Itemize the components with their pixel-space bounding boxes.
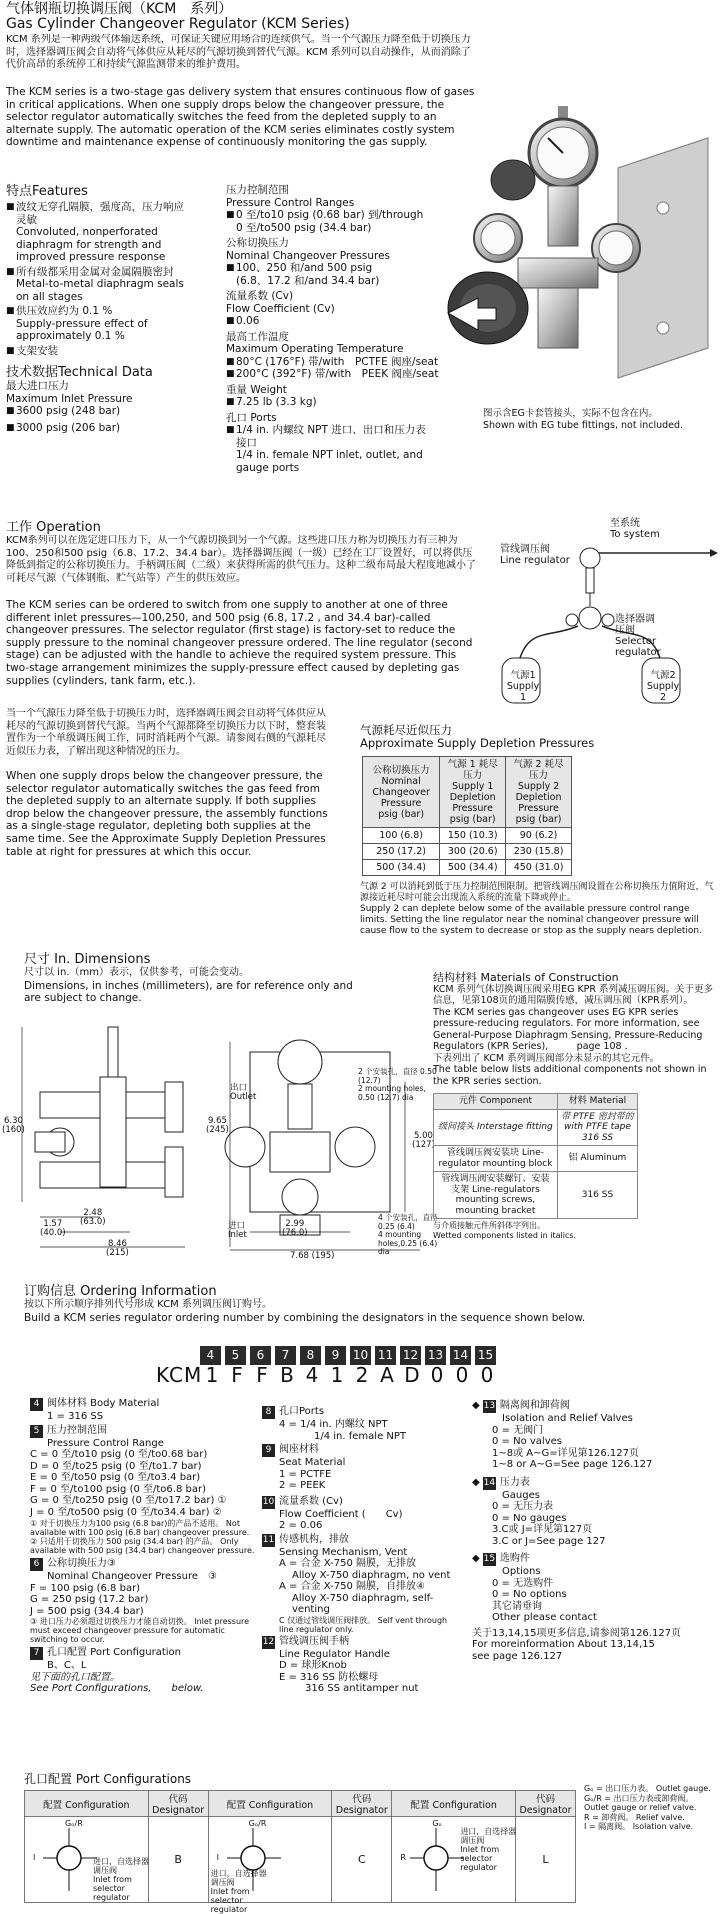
title-en: Gas Cylinder Changeover Regulator (KCM Series) — [6, 16, 350, 32]
designator-l: L — [516, 1817, 576, 1903]
dim-6-30: 6.30 (160) — [2, 1116, 25, 1135]
port-config-table — [24, 1790, 576, 1914]
pcr-cn: 压力控制范围 — [226, 184, 289, 196]
supply-1-label: 气源1 Supply 1 — [506, 670, 540, 703]
pcr-value: ■ 0 至/to10 psig (0.68 bar) 到/through — [226, 209, 431, 222]
temp-cn: 最高工作温度 — [226, 330, 289, 343]
dimension-drawing — [0, 1022, 440, 1262]
ports-value: ■ 1/4 in. 内螺纹 NPT 进口、出口和压力表接口 — [226, 424, 431, 449]
table-header: 元件 Component — [434, 1094, 558, 1110]
dim-2-99: 2.99 (76.0) — [282, 1219, 308, 1238]
technical-data — [226, 184, 439, 474]
operation-p2-cn: 当一个气源压力降至低于切换压力时，选择器调压阀会自动将气体供应从耗尽的气源切换到替代气源。当两个气源都降至切换压力以下时，整套装置作为一个单级调压阀工作，同时消耗两个气源。请参阅右侧的气源耗尽近似压力表，了解出现这种情况的压力。 — [6, 708, 326, 757]
feature-item: ■ 所有级都采用金属对金属隔膜密封 Metal-to-metal diaphragm seals on all stages — [6, 266, 186, 304]
materials-p-cn: KCM 系列气体切换调压阀采用EG KPR 系列减压调压阀。关于更多信息，见第108页的通用隔膜传感，减压调压阀（KPR系列）。 — [433, 983, 714, 1006]
operation-p1-cn: KCM系列可以在选定进口压力下，从一个气源切换到另一个气源。这些进口压力称为切换压力有三种为 100、250和500 psig（6.8、17.2、34.4 bar）。选择器调压阀（一级）已经在工厂设置好，可以将供压降低到指定的公称切换压力。手柄调压阀（二级）来获得所需的供气压力。这种二级布局最大程度地减小了可耗尽气源（气体钢瓶、贮气站等）产生的供压效应。 — [6, 535, 476, 584]
line-regulator-label: 管线调压阀 Line regulator — [500, 544, 570, 566]
ordering-title: 订购信息 Ordering Information — [24, 1284, 217, 1299]
header — [6, 2, 476, 149]
cv-cn: 流量系数 (Cv) — [226, 290, 294, 302]
ncp-value: ■ 100、250 和/and 500 psig — [226, 262, 431, 275]
selector-regulator-label: 选择器调压阀 Selector regulator — [615, 614, 661, 658]
inlet-label: 进口 Inlet — [228, 1221, 247, 1240]
mount-holes-top: 2 个安装孔，直径 0.50 (12.7) 2 mounting holes, 0.50 (12.7) dia — [358, 1067, 437, 1102]
operation-p1-en: The KCM series can be ordered to switch from one supply to another at one of three different inlet pressures—100,250, and 500 psig (6.8, 17.2 , and 34.4 bar)-called changeover pressures. The selector regulator (first stage) is factory-set to reduce the supply pressure to the nominal changeover pressure ordered. The line regulator (second stage) can be adjusted with the handle to achieve the required system pressure. This two-stage arrangement minimizes the supply-pressure effect caused by depleting gas supplies (cylinders, tank farm, etc.). — [6, 599, 473, 687]
designator-b: B — [148, 1817, 208, 1903]
supply-2-label: 气源2 Supply 2 — [646, 670, 680, 703]
dim-2-48: 2.48 (63.0) — [80, 1208, 106, 1227]
position-code: 4 — [200, 1346, 221, 1365]
table-header: 代码 Designator — [332, 1791, 392, 1817]
gas-schematic — [490, 518, 718, 708]
position-code: 9 — [325, 1346, 346, 1365]
caption-en: Shown with EG tube fittings, not included. — [483, 420, 684, 431]
port-configs — [24, 1790, 576, 1914]
features — [6, 184, 186, 434]
depletion-section — [360, 724, 716, 937]
ncp-value: (6.8、17.2 和/and 34.4 bar) — [236, 274, 380, 287]
depletion-table — [362, 756, 572, 876]
photo-caption — [483, 408, 720, 432]
table-header: 公称切换压力 Nominal Changeover Pressure psig (bar) — [363, 757, 440, 828]
table-row: 级间接头 Interstage fitting 带 PTFE 密封带的 with PTFE tape 316 SS — [434, 1109, 638, 1146]
dimensions-title: 尺寸 In. Dimensions — [24, 952, 151, 967]
to-system-label: 至系统 To system — [610, 518, 660, 540]
dimensions-note-en: Dimensions, in inches (millimeters), are for reference only and are subject to change. — [24, 979, 353, 1004]
port-configs-title: 孔口配置 Port Configurations — [24, 1772, 192, 1786]
ordering — [24, 1284, 684, 1324]
table-header: 气源 1 耗尽压力 Supply 1 Depletion Pressure psig (bar) — [440, 757, 506, 828]
ordering-col-2: 8 孔口Ports 4 = 1/4 in. 内螺纹 NPT 1/4 in. female NPT 9 阀座材料 Seat Material 1 = PCTFE 2 = PEEK 10 流量系数 (Cv) Flow Coefficient ( Cv) 2 = 0.06 11 传感机构，排放 Sensing Mechanism, Vent A = 合金 X-750 隔膜，无排放 Alloy X-750 diaphragm, no vent A = 合金 X-750 隔膜，自排放④ Alloy X-750 diaphragm, self-venting C 仅通过管线调压阀排放。 Self vent through line regulator only. 12 管线调压阀手柄 Line Regulator Handle D = 球形Knob E = 316 SS 防松螺母 316 SS antitamper nut — [262, 1406, 451, 1694]
port-diagram-l — [406, 1823, 466, 1893]
cv-en: Flow Coefficient (Cv) — [226, 302, 335, 315]
feature-item: ■ 供压效应约为 0.1 % Supply-pressure effect of approximately 0.1 % — [6, 305, 186, 343]
ordering-intro-en: Build a KCM series regulator ordering number by combining the designators in the sequence shown below. — [24, 1311, 586, 1324]
port-legend: Gₒ = 出口压力表。 Outlet gauge. Gₒ/R = 出口压力表或卸荷阀。 Outlet gauge or relief valve. R = 卸荷阀。 Relief valve. I = 隔离阀。 Isolation valve. — [584, 1784, 711, 1831]
port-config-cell: Gₒ/R I 进口，自选择器调压阀 Inlet from selector regulator — [208, 1817, 332, 1903]
example-ordering-number: KCM 1 F F B 4 1 2 A D 0 0 0 — [156, 1363, 495, 1387]
temp-en: Maximum Operating Temperature — [226, 343, 404, 355]
ports-value: 1/4 in. female NPT inlet, outlet, and gauge ports — [236, 449, 423, 474]
product-photo — [438, 98, 720, 403]
materials-title: 结构材料 Materials of Construction — [433, 971, 619, 984]
dim-8-46: 8.46 (215) — [106, 1239, 129, 1258]
title-cn: 气体钢瓶切换调压阀（KCM 系列） — [6, 1, 233, 17]
depletion-title-en: Approximate Supply Depletion Pressures — [360, 736, 595, 750]
max-inlet-en: Maximum Inlet Pressure — [6, 392, 133, 405]
position-code: 6 — [250, 1346, 271, 1365]
table-header: 气源 2 耗尽压力 Supply 2 Depletion Pressure psig (bar) — [506, 757, 572, 828]
inlet-value: ■ 3600 psig (248 bar) — [6, 405, 186, 418]
position-code: 5 — [225, 1346, 246, 1365]
materials — [433, 972, 717, 1240]
materials-p2-cn: 下表列出了 KCM 系列调压阀部分未显示的其它元件。 — [433, 1052, 660, 1064]
mount-holes-bottom: 4 个安装孔，直径 0.25 (6.4) 4 mounting holes,0.25 (6.4) dia — [378, 1213, 438, 1256]
table-header: 配置 Configuration — [25, 1791, 149, 1817]
table-header: 代码 Designator — [148, 1791, 208, 1817]
regulator-illustration — [438, 98, 720, 403]
materials-foot: 与介质接触元件所斜体字列出。 Wetted components listed in italics. — [433, 1221, 577, 1240]
position-code: 10 — [350, 1346, 371, 1365]
position-code: 14 — [450, 1346, 471, 1365]
feature-item: ■ 支架安装 — [6, 345, 186, 358]
position-code: 15 — [475, 1346, 496, 1365]
table-header: 材料 Material — [557, 1094, 637, 1110]
operation-p2-en: When one supply drops below the changeover pressure, the selector regulator automatically switches the gas feed from the depleted supply to an alternate supply. If both supplies drop below the changeover pressure, the assembly functions as a single-stage regulator, depleting both supplies at the same time. See the Approximate Supply Depletion Pressures table at right for pressures at which this occur. — [6, 770, 328, 858]
weight-label: 重量 Weight — [226, 383, 287, 396]
intro-en: The KCM series is a two-stage gas delivery system that ensures continuous flow of gases in critical applications. When one supply drops below the changeover pressure, the selector regulator automatically switches the feed from the depleted supply to an alternate supply. The automatic operation of the KCM series eliminates costly system downtime and maintenance expense of continuously monitoring the gas supply. — [6, 86, 475, 149]
technical-title: 技术数据Technical Data — [6, 365, 153, 380]
ordering-intro-cn: 按以下所示顺序排列代号形成 KCM 系列调压阀订购号。 — [24, 1299, 272, 1310]
port-config-cell: Gₒ R 进口，自选择器调压阀 Inlet from selector regulator — [392, 1817, 516, 1903]
temp-value: ■ 80°C (176°F) 带/with PCTFE 阀座/seat — [226, 356, 431, 369]
depletion-note-en: Supply 2 can deplete below some of the available pressure control range limits. Setting the line regulator near the nominal changeover pressure will cause flow to the system to decrease or stop as the supply nears depletion. — [360, 904, 702, 936]
table-header: 代码 Designator — [516, 1791, 576, 1817]
dimension-svg — [0, 1022, 440, 1262]
table-header: 配置 Configuration — [392, 1791, 516, 1817]
materials-p-en: The KCM series gas changeover uses EG KPR series pressure-reducing regulators. For more information, see General-Purpose Diaphragm Sensing, Pressure-Reducing Regulators (KPR Series), page 108 . — [433, 1006, 703, 1052]
materials-p2-en: The table below lists additional components not shown in the KPR series section. — [433, 1064, 707, 1087]
ports-label: 孔口 Ports — [226, 411, 277, 424]
depletion-title-cn: 气源耗尽近似压力 — [360, 723, 452, 737]
position-code: 12 — [400, 1346, 421, 1365]
pcr-en: Pressure Control Ranges — [226, 196, 355, 209]
max-inlet-cn: 最大进口压力 — [6, 380, 69, 392]
dimensions — [24, 952, 364, 1005]
dim-7-68: 7.68 (195) — [290, 1251, 335, 1261]
port-config-cell: Gₒ/R I 进口，自选择器调压阀 Inlet from selector regulator — [25, 1817, 149, 1903]
ncp-en: Nominal Changeover Pressures — [226, 249, 391, 262]
outlet-label: 出口 Outlet — [230, 1083, 257, 1102]
operation-title: 工作 Operation — [6, 520, 101, 535]
ncp-cn: 公称切换压力 — [226, 237, 289, 249]
intro-cn: KCM 系列是一种两级气体输送系统，可保证关键应用场合的连续供气。当一个气源压力降至低于切换压力时，选择器调压阀会自动将气体供应从耗尽的气源切换到替代气源。KCM 系列可以自动操作，从而消除了代价高昂的系统停工和持续气源监测带来的维护费用。 — [6, 34, 471, 70]
weight-value: ■ 7.25 lb (3.3 kg) — [226, 396, 431, 409]
table-row: 管线调压阀安装螺钉、安装支架 Line-regulators mounting screws, mounting bracket 316 SS — [434, 1172, 638, 1219]
dim-9-65: 9.65 (245) — [206, 1116, 229, 1135]
position-code: 7 — [275, 1346, 296, 1365]
ordering-col-3: ◆ 13 隔离阀和卸荷阀 Isolation and Relief Valves 0 = 无阀门 0 = No valves 1~8或 A~G=详见第126.127页 1~8 or A~G=See page 126.127 ◆ 14 压力表 Gauges 0 = 无压力表 0 = No gauges 3.C或 J=详见第127页 3.C or J=See page 127 ◆ 15 选购件 Options 0 = 无选购件 0 = No options 其它请垂询 Other please contact 关于13,14,15项更多信息,请参阅第126.127页 For moreinformation About 13,14,15 see page 126.127 — [472, 1400, 682, 1662]
position-row — [200, 1344, 500, 1365]
port-diagram-b — [39, 1823, 99, 1893]
depletion-note-cn: 气源 2 可以消耗到低于压力控制范围限制。把管线调压阀设置在公称切换压力值附近，气源接近耗尽时可能会出现流入系统的流量下降或停止。 — [360, 882, 714, 903]
operation-2 — [6, 708, 328, 858]
dim-5-00: 5.00 (127) — [412, 1131, 435, 1150]
table-row: 100 (6.8) 150 (10.3) 90 (6.2) — [363, 828, 572, 844]
dimensions-note-cn: 尺寸以 in.（mm）表示，仅供参考，可能会变动。 — [24, 967, 249, 978]
features-title: 特点Features — [6, 184, 88, 199]
position-code: 11 — [375, 1346, 396, 1365]
cv-value: ■ 0.06 — [226, 315, 431, 328]
inlet-value: ■ 3000 psig (206 bar) — [6, 422, 186, 435]
operation — [6, 520, 476, 687]
temp-value: ■ 200°C (392°F) 带/with PEEK 阀座/seat — [226, 368, 431, 381]
table-header: 配置 Configuration — [208, 1791, 332, 1817]
dim-1-57: 1.57 (40.0) — [40, 1219, 66, 1238]
prefix: KCM — [156, 1363, 203, 1387]
ordering-col-1: 4 阀体材料 Body Material 1 = 316 SS 5 压力控制范围 Pressure Control Range C = 0 至/to10 psig (0 至/to0.68 bar) D = 0 至/to25 psig (0 至/to1.7 bar) E = 0 至/to50 psig (0 至/to3.4 bar) F = 0 至/to100 psig (0 至/to6.8 bar) G = 0 至/to250 psig (0 至/to17.2 bar) ① J = 0 至/to500 psig (0 至/to34.4 bar) ② ① 对于切换压力为100 psig (6.8 bar)的产品不适用。 Not available with 100 psig (6.8 bar) changeover pressure. ② 只适用于切换压力 500 psig (34.4 bar) 的产品。 Only available with 500 psig (34.4 bar) changeover pressure. 6 公称切换压力③ Nominal Changeover Pressure ③ F = 100 psig (6.8 bar) G = 250 psig (17.2 bar) J = 500 psig (34.4 bar) ③ 进口压力必须超过切换压力才能自动切换。 Inlet pressure must exceed changeover pressure for automatic switching to occur. 7 孔口配置 Port Configuration B、C、L 见下面的孔口配置。 See Port Configurations, below. — [30, 1398, 255, 1694]
position-code: 8 — [300, 1346, 321, 1365]
designator-c: C — [332, 1817, 392, 1903]
table-row: 250 (17.2) 300 (20.6) 230 (15.8) — [363, 844, 572, 860]
materials-table — [433, 1093, 638, 1219]
feature-item: ■ 波纹无穿孔隔膜，强度高，压力响应灵敏 Convoluted, nonperforated diaphragm for strength and improved pressure response — [6, 201, 186, 264]
table-row: 管线调压阀安装块 Line-regulator mounting block 铝 Aluminum — [434, 1146, 638, 1172]
pcr-value: 0 至/to500 psig (34.4 bar) — [236, 221, 372, 234]
table-row: 500 (34.4) 500 (34.4) 450 (31.0) — [363, 860, 572, 876]
position-code: 13 — [425, 1346, 446, 1365]
caption-cn: 图示含EG卡套管接头，实际不包含在内。 — [483, 408, 658, 419]
